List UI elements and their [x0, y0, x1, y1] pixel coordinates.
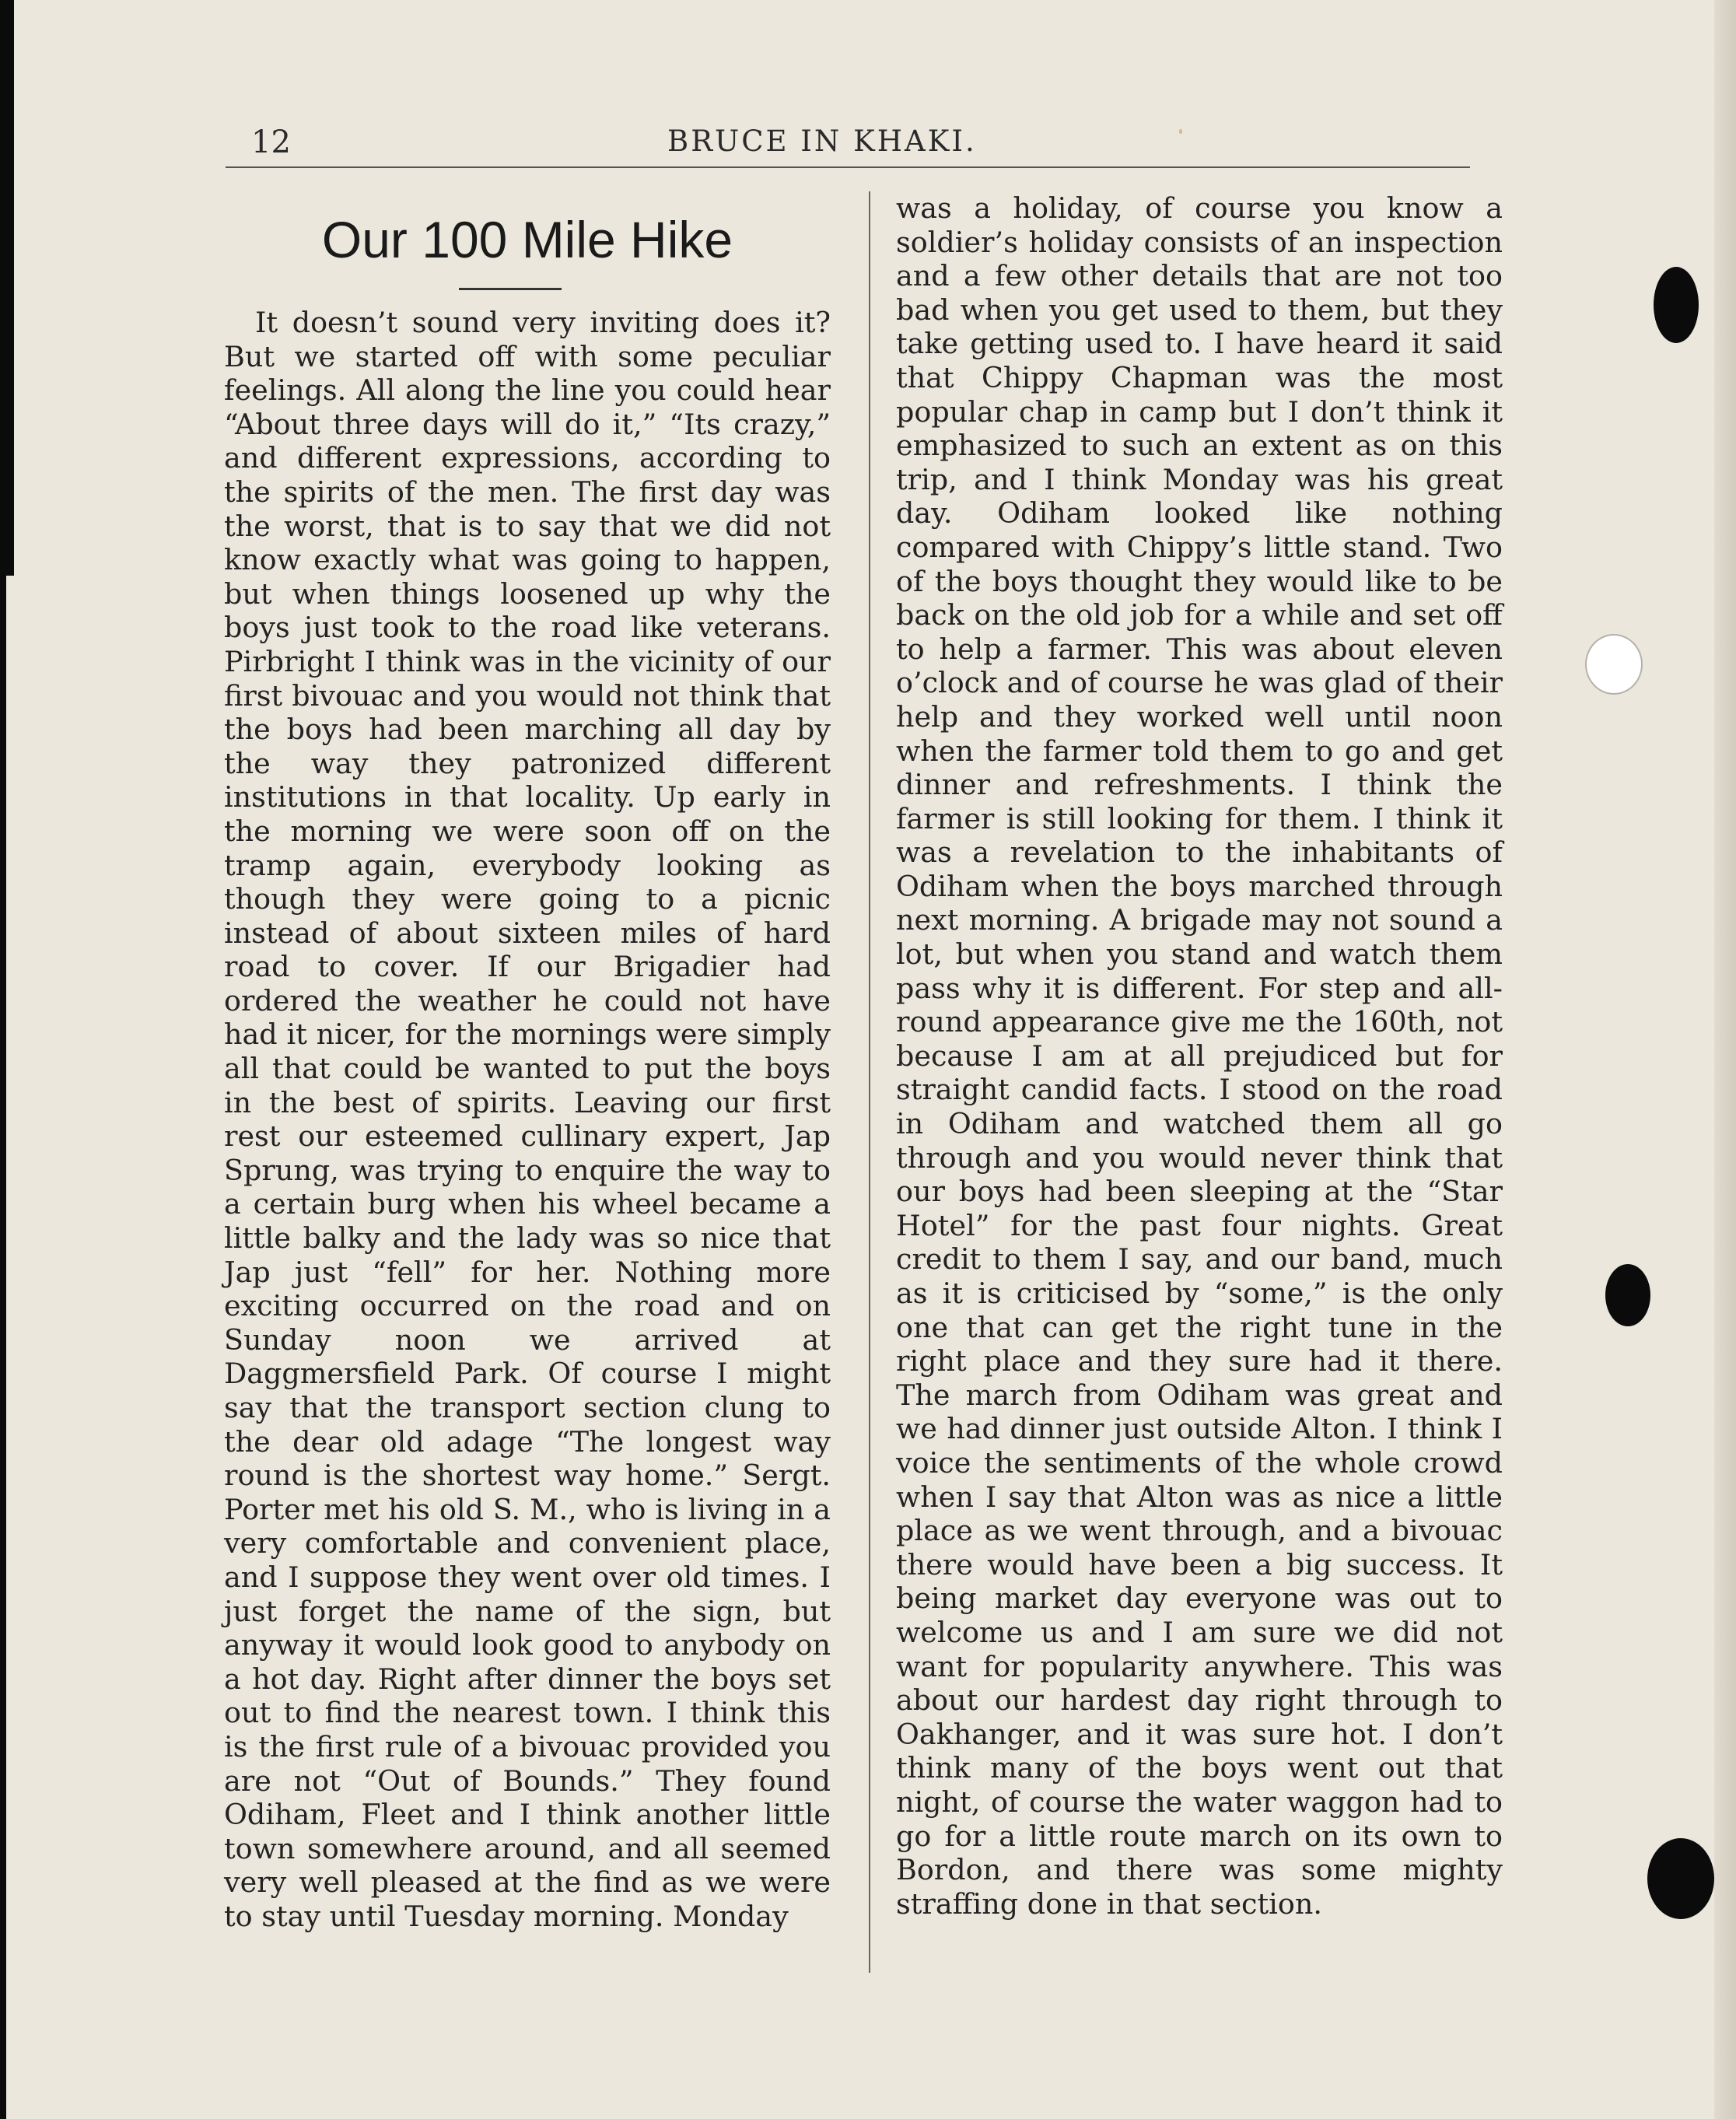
- right-column: [896, 191, 1503, 1921]
- header-rule: [226, 166, 1470, 168]
- title-rule: [459, 288, 562, 290]
- article-title: Our 100 Mile Hike: [321, 211, 733, 268]
- right-column-text: was a holiday, of course you know a soldier’s holiday consists of an inspection and a few other details that are not too bad when you get used to them, but they take getting used to. I have heard it said that Chippy Chapman was the most popular chap in camp but I don’t think it emphasized to such an extent as on this trip, and I think Monday was his great day. Odiham looked like nothing compared with Chippy’s little stand. Two of the boys thought they would like to be back on the old job for a while and set off to help a farmer. This was about eleven o’clock and of course he was glad of their help and they worked well until noon when the farmer told them to go and get dinner and refreshments. I think the farmer is still looking for them. I think it was a revelation to the inhabitants of Odiham when the boys marched through next morning. A brigade may not sound a lot, but when you stand and watch them pass why it is different. For step and all-round appearance give me the 160th, not because I am at all prejudiced but for straight candid facts. I stood on the road in Odiham and watched them all go through and you would never think that our boys had been sleeping at the “Star Hotel” for the past four nights. Great credit to them I say, and our band, much as it is criticised by “some,” is the only one that can get the right tune in the right place and they sure had it there. The march from Odiham was great and we had dinner just outside Alton. I think I voice the sentiments of the whole crowd when I say that Alton was as nice a little place as we went through, and a bivouac there would have been a big success. It being market day everyone was out to welcome us and I am sure we did not want for popularity anywhere. This was about our hardest day right through to Oakhanger, and it was sure hot. I don’t think many of the boys went out that night, of course the water waggon had to go for a little route march on its own to Bordon, and there was some mighty straffing done in that section.: [896, 191, 1503, 1921]
- left-column: [224, 306, 831, 1934]
- running-head: [0, 124, 1736, 171]
- punch-hole-4: [1647, 1838, 1714, 1919]
- page-number: 12: [251, 124, 291, 160]
- left-column-text: It doesn’t sound very inviting does it? But we started off with some peculiar feelings. All along the line you could hear “About three days will do it,” “Its crazy,” and different expressions, according to the spirits of the men. The first day was the worst, that is to say that we did not know exactly what was going to happen, but when things loosened up why the boys just took to the road like veterans. Pirbright I think was in the vicinity of our first bivouac and you would not think that the boys had been marching all day by the way they patronized different institutions in that locality. Up early in the morning we were soon off on the tramp again, everybody looking as though they were going to a picnic instead of about sixteen miles of hard road to cover. If our Brigadier had ordered the weather he could not have had it nicer, for the mornings were simply all that could be wanted to put the boys in the best of spirits. Leaving our first rest our esteemed cullinary expert, Jap Sprung, was trying to enquire the way to a certain burg when his wheel became a little balky and the lady was so nice that Jap just “fell” for her. Nothing more exciting occurred on the road and on Sunday noon we arrived at Daggmersfield Park. Of course I might say that the transport section clung to the dear old adage “The longest way round is the shortest way home.” Sergt. Porter met his old S. M., who is living in a very comfortable and convenient place, and I suppose they went over old times. I just forget the name of the sign, but anyway it would look good to anybody on a hot day. Right after dinner the boys set out to find the nearest town. I think this is the first rule of a bivouac provided you are not “Out of Bounds.” They found Odiham, Fleet and I think another little town somewhere around, and all seemed very well pleased at the find as we were to stay until Tuesday morning. Monday: [224, 306, 831, 1933]
- running-title: BRUCE IN KHAKI.: [667, 124, 977, 158]
- column-rule: [869, 191, 870, 1973]
- punch-hole-3: [1605, 1264, 1650, 1326]
- scan-border: [0, 0, 14, 576]
- page-edge: [1714, 0, 1736, 2119]
- punch-hole-2: [1585, 634, 1643, 695]
- punch-hole-1: [1654, 267, 1699, 343]
